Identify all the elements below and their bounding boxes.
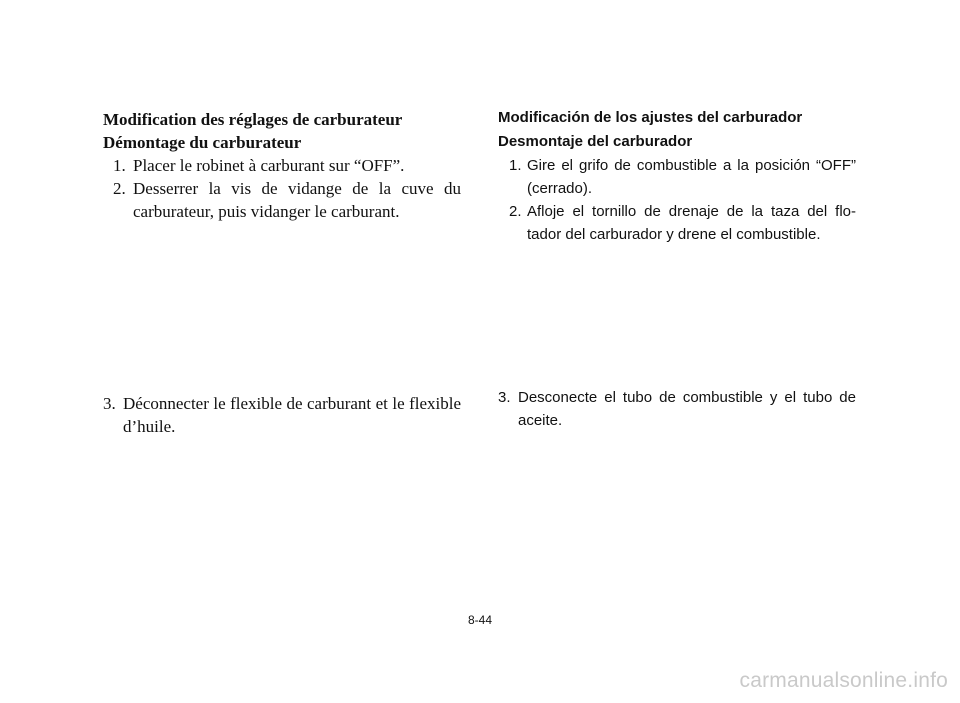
step-number: 3. (103, 394, 116, 413)
step-number: 1. (113, 156, 126, 175)
spanish-step-3-block (498, 386, 856, 432)
spanish-heading-removal: Desmontaje del carburador (498, 133, 693, 150)
step-text: Gire el grifo de combustible a la posición “OFF” (cerrado). (527, 157, 856, 197)
spanish-column (498, 106, 856, 246)
french-step-3-block (103, 392, 461, 438)
step-text: Desconecte el tubo de combustible y el tubo de aceite. (518, 389, 856, 429)
french-column (103, 108, 461, 223)
step-text: Déconnecter le flexible de carburant et le flexible d’huile. (123, 394, 461, 436)
french-heading-modification: Modification des réglages de carburateur (103, 110, 403, 129)
spanish-step-2 (498, 200, 856, 246)
step-number: 2. (509, 203, 522, 220)
watermark: carmanualsonline.info (739, 669, 948, 692)
step-number: 3. (498, 389, 511, 406)
step-text: Placer le robinet à carburant sur “OFF”. (133, 156, 405, 175)
step-text: Afloje el tornillo de drenaje de la taza del flo-tador del carburador y drene el combustible. (527, 203, 856, 243)
french-step-3 (103, 392, 461, 438)
french-step-2 (103, 177, 461, 223)
spanish-step-3 (498, 386, 856, 432)
spanish-heading-modification: Modificación de los ajustes del carburador (498, 109, 803, 126)
french-heading-removal: Démontage du carburateur (103, 133, 302, 152)
spanish-step-1 (498, 154, 856, 200)
step-number: 2. (113, 179, 126, 198)
french-step-1 (103, 154, 461, 177)
page-number: 8-44 (467, 613, 493, 627)
step-text: Desserrer la vis de vidange de la cuve du carburateur, puis vidanger le carburant. (133, 179, 461, 221)
step-number: 1. (509, 157, 522, 174)
